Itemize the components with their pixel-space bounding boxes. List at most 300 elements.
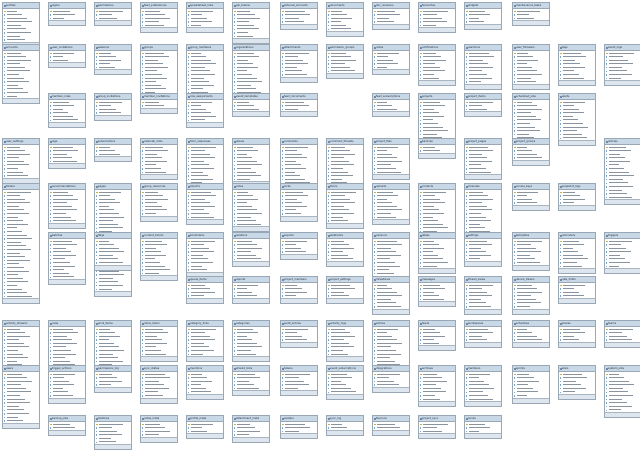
column-placeholder [377,336,392,337]
table-entity[interactable] [186,2,224,33]
table-entity[interactable] [464,138,502,180]
table-entity[interactable] [464,320,502,348]
column-list [233,239,269,261]
table-entity[interactable] [48,138,86,169]
column-placeholder [191,288,210,289]
table-entity[interactable] [140,183,178,222]
table-entity[interactable] [464,232,502,267]
column-list [95,145,131,156]
table-header [419,94,455,100]
table-entity[interactable] [280,93,318,117]
column-icon [50,377,51,378]
column-list [373,145,409,174]
table-entity[interactable] [418,415,456,439]
column-placeholder [517,195,527,196]
table-entity[interactable] [604,138,640,205]
column-row [419,149,455,153]
column-icon [142,18,143,19]
column-placeholder [7,289,22,290]
column-placeholder [563,339,579,340]
column-list [419,283,455,301]
column-list [513,190,549,205]
column-placeholder [563,112,584,113]
table-entity[interactable] [280,320,318,348]
table-entity[interactable] [558,320,596,348]
table-entity[interactable] [186,183,224,225]
column-placeholder [423,224,443,225]
column-icon [466,74,467,75]
table-entity[interactable] [186,320,224,362]
column-placeholder [609,258,625,259]
table-entity[interactable] [326,44,364,79]
column-icon [466,154,467,155]
table-entity[interactable] [48,415,86,436]
column-icon [560,78,561,79]
table-entity[interactable] [232,138,270,187]
column-placeholder [423,70,445,71]
table-entity[interactable] [464,415,502,439]
table-entity[interactable] [94,2,132,26]
table-entity[interactable] [48,93,86,128]
table-entity[interactable] [232,276,270,304]
table-entity[interactable] [232,415,270,443]
column-placeholder [423,332,440,333]
table-footer [605,80,640,85]
table-entity[interactable] [464,276,502,315]
column-placeholder [191,381,212,382]
column-placeholder [517,244,531,245]
column-icon [234,381,235,382]
table-entity[interactable] [372,93,410,117]
primary-key-icon [374,147,376,149]
table-name: schedules [516,322,529,325]
column-placeholder [191,391,211,392]
column-icon [282,339,283,340]
table-icon [560,279,562,281]
table-entity[interactable] [94,365,132,393]
column-icon [50,150,51,151]
table-header [465,45,501,51]
table-entity[interactable] [604,44,640,86]
column-placeholder [53,161,77,162]
column-icon [142,199,143,200]
table-entity[interactable] [512,44,550,90]
column-placeholder [423,299,444,300]
primary-key-icon [142,102,144,104]
column-placeholder [377,427,400,428]
table-entity[interactable] [280,415,318,439]
column-icon [142,259,143,260]
table-footer [187,356,223,361]
column-icon [606,56,607,57]
column-icon [50,220,51,221]
column-placeholder [285,332,297,333]
primary-key-icon [328,147,330,149]
column-placeholder [7,260,30,261]
column-list [3,190,39,298]
table-entity[interactable] [372,138,410,180]
table-icon [142,368,144,370]
column-placeholder [191,332,205,333]
table-entity[interactable] [232,93,270,117]
table-header [373,45,409,51]
column-row [373,20,409,24]
table-footer [281,111,317,116]
column-placeholder [377,377,389,378]
column-placeholder [191,25,201,26]
column-placeholder [563,251,578,252]
column-icon [420,134,421,135]
column-row [141,353,177,357]
column-icon [4,292,5,293]
column-icon [234,224,235,225]
table-entity[interactable] [94,415,132,450]
table-header [141,45,177,51]
column-placeholder [285,67,297,68]
table-entity[interactable] [558,365,596,400]
table-entity[interactable] [558,183,596,211]
table-header [95,94,131,100]
column-icon [4,256,5,257]
column-list [141,239,177,275]
table-entity[interactable] [372,276,410,315]
column-icon [606,381,607,382]
column-icon [188,343,189,344]
table-entity[interactable] [94,138,132,162]
table-entity[interactable] [372,365,410,393]
column-icon [188,354,189,355]
column-icon [374,157,375,158]
table-entity[interactable] [2,2,40,48]
table-header [513,94,549,100]
table-footer [465,401,501,406]
table-entity[interactable] [280,183,318,222]
table-entity[interactable] [280,365,318,396]
column-placeholder [609,175,634,176]
column-icon [4,199,5,200]
table-header [419,139,455,145]
table-entity[interactable] [280,276,318,304]
table-entity[interactable] [140,320,178,362]
table-entity[interactable] [604,232,640,274]
table-entity[interactable] [326,365,364,400]
table-footer [187,394,223,399]
column-placeholder [7,157,19,158]
column-row [281,20,317,24]
column-placeholder [145,192,158,193]
table-entity[interactable] [418,320,456,351]
table-entity[interactable] [512,183,550,211]
table-entity[interactable] [48,2,86,26]
column-placeholder [609,248,626,249]
table-entity[interactable] [558,276,596,304]
table-entity[interactable] [326,2,364,37]
table-header [233,45,269,51]
column-icon [234,434,235,435]
table-entity[interactable] [48,232,86,285]
column-placeholder [237,154,247,155]
table-name: hooks [468,417,476,420]
table-entity[interactable] [2,183,40,304]
column-icon [282,332,283,333]
table-entity[interactable] [464,365,502,407]
column-icon [466,244,467,245]
column-icon [466,161,467,162]
column-placeholder [285,244,296,245]
column-placeholder [377,329,398,330]
table-entity[interactable] [372,183,410,225]
column-placeholder [563,384,581,385]
table-entity[interactable] [232,232,270,267]
table-footer [419,27,455,32]
table-entity[interactable] [232,320,270,362]
column-icon [4,231,5,232]
table-name: activity_logs [330,322,347,325]
column-placeholder [191,150,205,151]
column-placeholder [237,381,249,382]
table-icon [188,186,190,188]
table-name: notes [376,46,384,49]
column-row [465,80,501,84]
table-entity[interactable] [140,415,178,443]
primary-key-icon [282,102,284,104]
column-placeholder [517,134,529,135]
column-placeholder [237,192,248,193]
table-entity[interactable] [48,44,86,68]
column-icon [4,202,5,203]
column-row [141,394,177,398]
column-icon [420,395,421,396]
column-placeholder [609,262,630,263]
table-entity[interactable] [512,320,550,348]
table-entity[interactable] [372,2,410,30]
column-icon [282,213,283,214]
table-name: feed_preferences [144,4,167,7]
table-name: event_subscriptions [330,367,356,370]
table-footer [327,73,363,78]
table-icon [420,235,422,237]
table-entity[interactable] [372,44,410,75]
column-icon [234,377,235,378]
table-entity[interactable] [604,320,640,348]
table-entity[interactable] [558,44,596,86]
table-entity[interactable] [186,93,224,128]
table-entity[interactable] [280,232,318,260]
table-entity[interactable] [512,2,550,26]
table-header [605,366,640,372]
table-footer [233,111,269,116]
table-entity[interactable] [2,365,40,429]
column-icon [466,213,467,214]
table-entity[interactable] [140,2,178,33]
column-placeholder [191,354,203,355]
table-entity[interactable] [140,93,178,114]
table-name: relations [236,234,248,237]
column-placeholder [423,53,436,54]
table-entity[interactable] [94,93,132,121]
column-icon [282,384,283,385]
table-name: reports [236,278,246,281]
table-entity[interactable] [326,415,364,436]
table-entity[interactable] [464,44,502,90]
column-placeholder [7,381,32,382]
column-list [559,239,595,268]
table-entity[interactable] [48,183,86,229]
table-entity[interactable] [418,232,456,274]
column-placeholder [7,25,21,26]
column-placeholder [99,289,112,290]
column-icon [96,224,97,225]
column-icon [560,67,561,68]
table-entity[interactable] [464,2,502,30]
column-placeholder [145,81,156,82]
table-entity[interactable] [140,232,178,281]
column-icon [514,248,515,249]
column-list [187,190,223,219]
column-icon [96,442,97,443]
table-entity[interactable] [232,183,270,232]
table-entity[interactable] [186,232,224,278]
table-entity[interactable] [280,44,318,83]
column-icon [96,112,97,113]
table-entity[interactable] [48,365,86,404]
column-icon [606,172,607,173]
column-placeholder [99,109,116,110]
column-placeholder [191,248,209,249]
table-entity[interactable] [94,44,132,75]
table-icon [4,5,6,7]
table-entity[interactable] [372,415,410,436]
table-header [95,45,131,51]
column-icon [606,384,607,385]
table-icon [514,5,516,7]
table-entity[interactable] [232,365,270,396]
table-footer [3,298,39,303]
column-placeholder [285,424,305,425]
table-entity[interactable] [2,44,40,104]
column-icon [466,60,467,61]
table-footer [559,298,595,303]
column-placeholder [469,336,482,337]
table-entity[interactable] [186,276,224,304]
column-icon [142,266,143,267]
column-icon [96,251,97,252]
column-placeholder [7,278,23,279]
table-entity[interactable] [558,232,596,274]
column-icon [234,81,235,82]
column-icon [188,381,189,382]
table-entity[interactable] [186,365,224,400]
column-placeholder [99,424,123,425]
column-placeholder [423,388,441,389]
table-entity[interactable] [604,365,640,418]
table-footer [141,216,177,221]
table-footer [513,84,549,89]
table-entity[interactable] [418,365,456,407]
column-icon [142,384,143,385]
table-entity[interactable] [418,2,456,33]
table-entity[interactable] [140,365,178,404]
column-icon [282,206,283,207]
column-placeholder [563,336,574,337]
table-entity[interactable] [232,2,270,44]
column-icon [606,74,607,75]
table-entity[interactable] [512,232,550,271]
column-placeholder [331,192,356,193]
table-entity[interactable] [418,138,456,159]
table-entity[interactable] [94,232,132,271]
table-entity[interactable] [326,320,364,362]
column-icon [234,431,235,432]
column-icon [50,395,51,396]
table-footer [3,98,39,103]
table-entity[interactable] [280,2,318,30]
column-placeholder [377,213,391,214]
table-entity[interactable] [418,44,456,86]
column-icon [282,150,283,151]
column-placeholder [331,199,350,200]
column-placeholder [469,168,486,169]
column-placeholder [145,374,165,375]
column-placeholder [7,350,18,351]
column-list [187,100,223,122]
table-icon [142,418,144,420]
column-row [95,153,131,157]
column-placeholder [469,172,491,173]
table-icon [606,141,608,143]
column-placeholder [423,424,448,425]
table-footer [233,226,269,231]
column-placeholder [331,255,348,256]
column-row [327,390,363,394]
table-entity[interactable] [326,232,364,267]
column-placeholder [99,105,111,106]
column-icon [560,266,561,267]
table-header [559,45,595,51]
column-placeholder [145,424,160,425]
column-list [233,327,269,356]
table-entity[interactable] [326,183,364,229]
table-name: shares [562,322,571,325]
column-placeholder [191,292,215,293]
column-row [465,430,501,434]
column-placeholder [377,269,389,270]
column-placeholder [377,105,392,106]
column-icon [514,105,515,106]
table-entity[interactable] [512,138,550,166]
table-entity[interactable] [512,276,550,315]
column-icon [282,109,283,110]
column-icon [96,339,97,340]
column-placeholder [517,70,537,71]
column-icon [188,392,189,393]
table-entity[interactable] [558,93,596,146]
table-entity[interactable] [464,93,502,117]
table-entity[interactable] [418,276,456,307]
table-entity[interactable] [2,138,40,184]
column-icon [4,25,5,26]
table-name: sync_states [144,367,160,370]
column-placeholder [7,235,27,236]
table-entity[interactable] [512,365,550,404]
table-entity[interactable] [326,276,364,304]
table-footer [49,223,85,228]
column-placeholder [7,224,28,225]
table-entity[interactable] [186,415,224,439]
table-name: stars [562,367,569,370]
primary-key-icon [514,192,516,194]
table-entity[interactable] [140,138,178,180]
